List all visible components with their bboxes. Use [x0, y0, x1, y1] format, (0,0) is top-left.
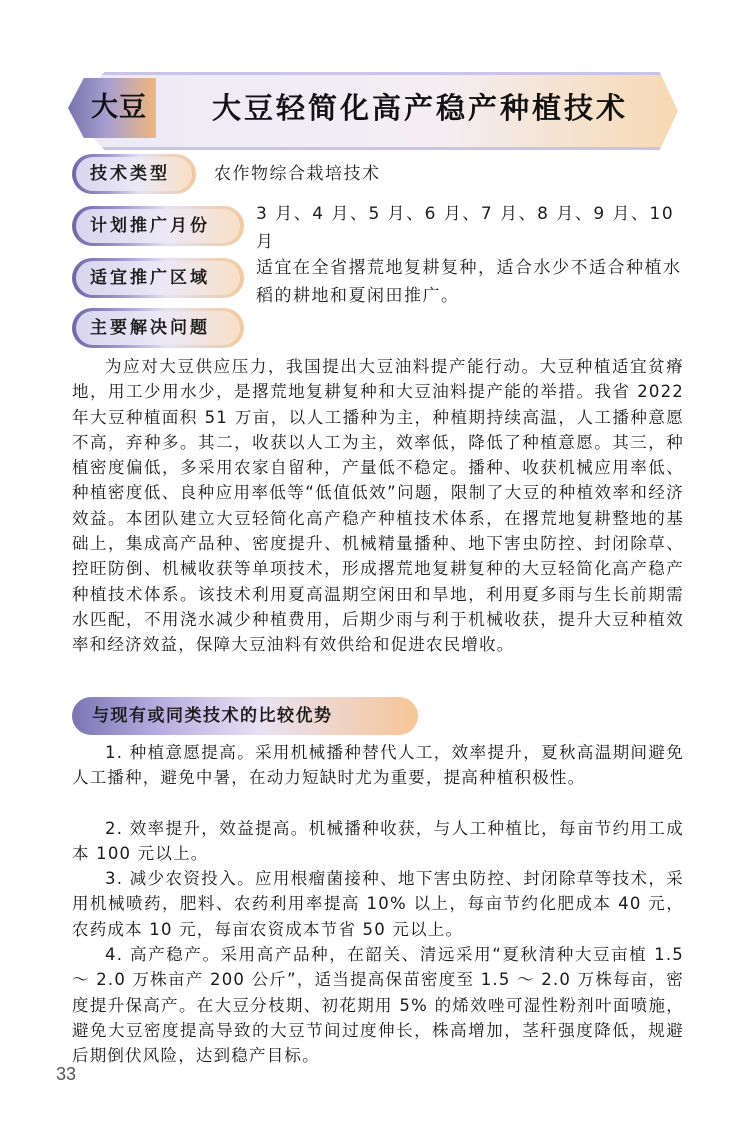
- region-label-pill: [72, 258, 244, 298]
- advantages-heading-pill: [72, 697, 418, 735]
- problem-paragraph: 为应对大豆供应压力，我国提出大豆油料提产能行动。大豆种植适宜贫瘠地，用工少用水少，是撂荒地复耕复种和大豆油料提产能的举措。我省 2022 年大豆种植面积 51 万亩，以人工播种为主，种植期持续高温，人工播种意愿不高，弃种多。其二，收获以人工为主，效率低，降低了种植意愿。其三，种植密度偏低，多采用农家自留种，产量低不稳定。播种、收获机械应用率低、种植密度低、良种应用率低等“低值低效”问题，限制了大豆的种植效率和经济效益。本团队建立大豆轻简化高产稳产种植技术体系，在撂荒地复耕整地的基础上，集成高产品种、密度提升、机械精量播种、地下害虫防控、封闭除草、控旺防倒、机械收获等单项技术，形成撂荒地复耕复种的大豆轻简化高产稳产种植技术体系。该技术利用夏高温期空闲田和旱地，利用夏多雨与生长前期需水匹配，不用浇水减少种植费用，后期少雨与利于机械收获，提升大豆种植效率和经济效益，保障大豆油料有效供给和促进农民增收。: [72, 357, 684, 655]
- title-banner: [68, 72, 678, 144]
- crop-tag: 大豆: [91, 92, 147, 123]
- page-title: 大豆轻简化高产稳产种植技术: [211, 91, 628, 125]
- promotion-months-value: 3 月、4 月、5 月、6 月、7 月、8 月、9 月、10 月: [256, 204, 675, 252]
- promotion-months-label-pill: [72, 206, 244, 246]
- tech-type-label: 技术类型: [90, 164, 170, 184]
- advantage-item-1: 1. 种植意愿提高。采用机械播种替代人工，效率提升，夏秋高温期间避免人工播种，避免中暑，在动力短缺时尤为重要，提高种植积极性。: [72, 743, 684, 788]
- region-label: 适宜推广区域: [90, 268, 210, 288]
- advantages-heading: 与现有或同类技术的比较优势: [92, 706, 333, 726]
- page-number: 33: [56, 1064, 77, 1084]
- advantage-item-3: 3. 减少农资投入。应用根瘤菌接种、地下害虫防控、封闭除草等技术，采用机械喷药，肥料、农药利用率提高 10% 以上，每亩节约化肥成本 40 元，农药成本 10 元，每亩农资成本节省 50 元以上。: [72, 869, 684, 939]
- tech-type-value: 农作物综合栽培技术: [214, 164, 381, 184]
- problem-label-pill: [72, 308, 244, 348]
- tech-type-label-pill: [72, 154, 196, 194]
- problem-label: 主要解决问题: [90, 318, 210, 338]
- region-value: 适宜在全省撂荒地复耕复种，适合水少不适合种植水稻的耕地和夏闲田推广。: [256, 258, 682, 306]
- promotion-months-label: 计划推广月份: [90, 216, 210, 236]
- advantage-item-4: 4. 高产稳产。采用高产品种，在韶关、清远采用“夏秋清种大豆亩植 1.5 ～ 2.0 万株亩产 200 公斤”，适当提高保苗密度至 1.5 ～ 2.0 万株每亩，密度提升保高产。在大豆分枝期、初花期用 5% 的烯效唑可湿性粉剂叶面喷施，避免大豆密度提高导致的大豆节间过度伸长，株高增加，茎秆强度降低，规避后期倒伏风险，达到稳产目标。: [72, 945, 684, 1066]
- advantage-item-2: 2. 效率提升，效益提高。机械播种收获，与人工种植比，每亩节约用工成本 100 元以上。: [72, 819, 684, 864]
